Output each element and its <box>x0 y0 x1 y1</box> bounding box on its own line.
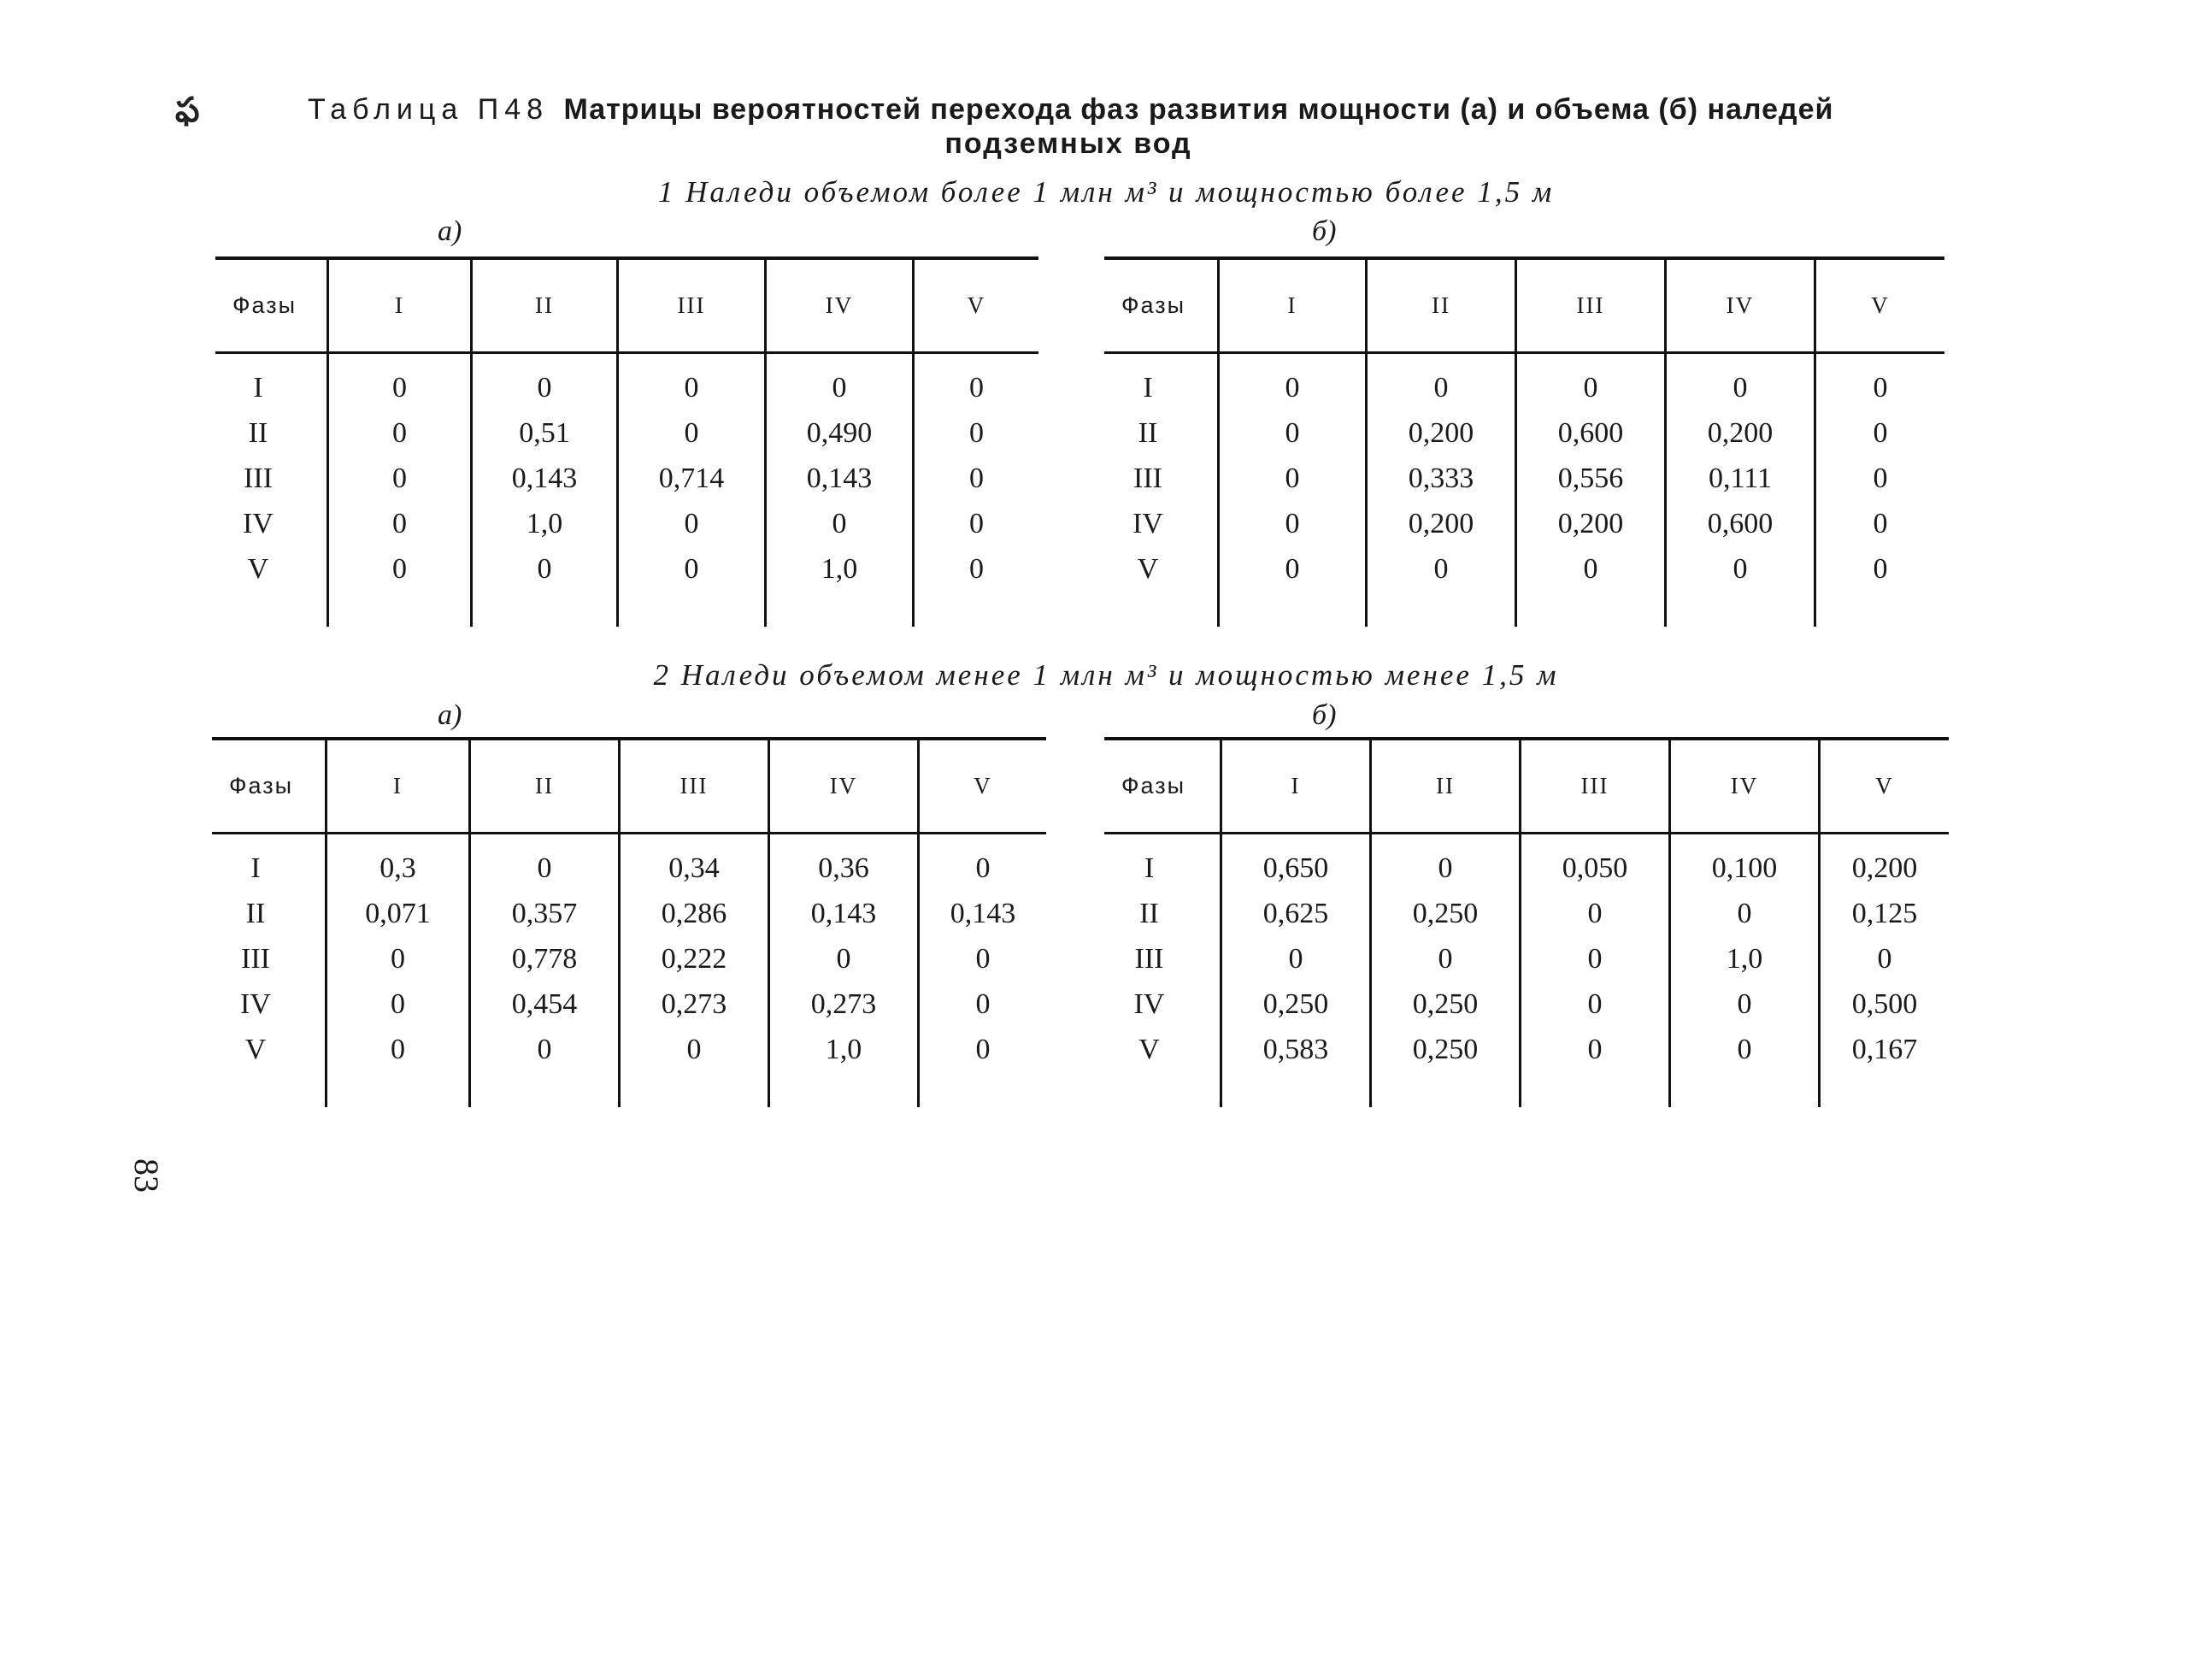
probability-cell: 0 <box>618 502 766 547</box>
spacer-cell <box>212 1073 327 1107</box>
probability-cell: 0 <box>1521 937 1670 982</box>
header-row <box>1104 739 1949 833</box>
table-row <box>212 937 1046 982</box>
phase-column-header: Фазы <box>1104 739 1221 833</box>
table-row <box>215 547 1038 592</box>
probability-cell: 0,200 <box>1516 502 1666 547</box>
spacer-cell <box>1815 592 1945 627</box>
transition-matrix-table <box>212 737 1046 1107</box>
probability-cell: 1,0 <box>769 1028 919 1073</box>
probability-cell: 0,36 <box>769 833 919 892</box>
phase-header-cell: II <box>1367 258 1516 352</box>
table-bottom-spacer <box>215 592 1038 627</box>
probability-cell: 0 <box>766 352 914 411</box>
table-row <box>212 892 1046 937</box>
table-sublabel: б) <box>1312 215 1337 247</box>
phase-header-cell: I <box>328 258 472 352</box>
row-phase-label: V <box>1138 1034 1160 1065</box>
table-row <box>1104 982 1949 1028</box>
phase-header-cell: V <box>919 739 1047 833</box>
phase-header-cell: IV <box>1666 258 1815 352</box>
phase-header-cell: IV <box>769 739 919 833</box>
probability-cell: 0,625 <box>1221 892 1371 937</box>
phase-header-cell: V <box>1815 258 1945 352</box>
phase-header-cell: III <box>1516 258 1666 352</box>
probability-cell: 0,200 <box>1820 833 1950 892</box>
spacer-cell <box>1104 1073 1221 1107</box>
phase-header-cell: IV <box>1670 739 1820 833</box>
table-sublabel: б) <box>1312 699 1337 731</box>
spacer-cell <box>1516 592 1666 627</box>
spacer-cell <box>328 592 472 627</box>
spacer-cell <box>1219 592 1367 627</box>
row-phase-label: I <box>1143 372 1153 404</box>
spacer-cell <box>1666 592 1815 627</box>
row-phase-label: I <box>253 372 263 404</box>
table-row <box>1104 352 1944 411</box>
row-phase-label: V <box>244 1034 267 1065</box>
probability-cell: 0,51 <box>472 411 618 457</box>
probability-cell: 0 <box>1219 502 1367 547</box>
transition-matrix-table <box>215 256 1038 627</box>
probability-cell: 0 <box>1219 352 1367 411</box>
phase-header-cell: V <box>914 258 1039 352</box>
probability-cell: 1,0 <box>472 502 618 547</box>
spacer-cell <box>1371 1073 1521 1107</box>
probability-cell: 0,111 <box>1666 457 1815 502</box>
table-title-line2: подземных вод <box>944 127 1192 160</box>
probability-cell: 0 <box>919 1028 1047 1073</box>
probability-cell: 0 <box>618 547 766 592</box>
table-row <box>1104 457 1944 502</box>
section-title: 1 Наледи объемом более 1 млн м³ и мощностью более 1,5 м <box>657 175 1555 209</box>
probability-cell: 0 <box>1219 457 1367 502</box>
spacer-cell <box>1104 592 1219 627</box>
spacer-cell <box>327 1073 470 1107</box>
probability-cell: 0,200 <box>1367 502 1516 547</box>
header-row <box>212 739 1046 833</box>
spacer-cell <box>919 1073 1047 1107</box>
probability-cell: 0,071 <box>327 892 470 937</box>
probability-cell: 0,273 <box>769 982 919 1028</box>
table-row <box>1104 547 1944 592</box>
probability-cell: 0,143 <box>472 457 618 502</box>
page-number: 83 <box>127 1158 166 1193</box>
probability-cell: 0 <box>1516 352 1666 411</box>
probability-cell: 0 <box>1371 937 1521 982</box>
probability-cell: 0,600 <box>1516 411 1666 457</box>
probability-cell: 0 <box>328 502 472 547</box>
spacer-cell <box>769 1073 919 1107</box>
probability-cell: 0 <box>620 1028 769 1073</box>
probability-cell: 0,583 <box>1221 1028 1371 1073</box>
probability-cell: 0 <box>769 937 919 982</box>
phase-header-cell: II <box>472 258 618 352</box>
probability-cell: 0 <box>1820 937 1950 982</box>
phase-header-cell: V <box>1820 739 1950 833</box>
table-row <box>1104 833 1949 892</box>
probability-cell: 0,200 <box>1367 411 1516 457</box>
section-title: 2 Наледи объемом менее 1 млн м³ и мощностью менее 1,5 м <box>653 658 1559 692</box>
probability-cell: 0 <box>1367 547 1516 592</box>
probability-cell: 0,100 <box>1670 833 1820 892</box>
probability-cell: 0 <box>914 411 1039 457</box>
probability-cell: 0 <box>470 833 620 892</box>
probability-cell: 0 <box>1521 982 1670 1028</box>
table-bottom-spacer <box>212 1073 1046 1107</box>
table-bottom-spacer <box>1104 1073 1949 1107</box>
probability-cell: 0,714 <box>618 457 766 502</box>
table-bottom-spacer <box>1104 592 1944 627</box>
spacer-cell <box>620 1073 769 1107</box>
probability-cell: 0 <box>914 352 1039 411</box>
probability-cell: 0,500 <box>1820 982 1950 1028</box>
table-row <box>1104 1028 1949 1073</box>
table-row <box>1104 937 1949 982</box>
probability-cell: 0 <box>1670 892 1820 937</box>
spacer-cell <box>472 592 618 627</box>
probability-cell: 0,250 <box>1221 982 1371 1028</box>
row-phase-label: IV <box>240 988 271 1020</box>
table-row <box>212 833 1046 892</box>
phase-header-cell: III <box>1521 739 1670 833</box>
probability-cell: 0 <box>328 547 472 592</box>
probability-cell: 0,778 <box>470 937 620 982</box>
table-row <box>1104 411 1944 457</box>
phase-header-cell: I <box>327 739 470 833</box>
probability-cell: 0,454 <box>470 982 620 1028</box>
probability-cell: 0,286 <box>620 892 769 937</box>
probability-cell: 0 <box>919 982 1047 1028</box>
probability-cell: 0,250 <box>1371 892 1521 937</box>
table-number-label: Таблица П48 <box>308 93 550 126</box>
probability-cell: 0,333 <box>1367 457 1516 502</box>
probability-cell: 0 <box>470 1028 620 1073</box>
probability-cell: 0,273 <box>620 982 769 1028</box>
phase-column-header: Фазы <box>1104 258 1219 352</box>
row-phase-label: II <box>245 898 266 929</box>
probability-cell: 0 <box>327 937 470 982</box>
probability-cell: 0 <box>618 411 766 457</box>
probability-cell: 0 <box>1219 547 1367 592</box>
probability-cell: 0,143 <box>766 457 914 502</box>
probability-cell: 0 <box>1521 1028 1670 1073</box>
probability-cell: 1,0 <box>766 547 914 592</box>
probability-cell: 0,490 <box>766 411 914 457</box>
probability-cell: 0 <box>328 457 472 502</box>
probability-cell: 0 <box>472 547 618 592</box>
phase-header-cell: II <box>470 739 620 833</box>
spacer-cell <box>1367 592 1516 627</box>
probability-cell: 0,125 <box>1820 892 1950 937</box>
probability-cell: 0,143 <box>769 892 919 937</box>
probability-cell: 0 <box>1670 982 1820 1028</box>
table-row <box>212 1028 1046 1073</box>
probability-cell: 0 <box>1666 352 1815 411</box>
corner-mark: ఫ <box>175 91 200 129</box>
header-row <box>1104 258 1944 352</box>
table-row <box>1104 502 1944 547</box>
row-phase-label: IV <box>1132 508 1163 539</box>
probability-cell: 0,143 <box>919 892 1047 937</box>
row-phase-label: II <box>1138 417 1158 449</box>
row-phase-label: II <box>248 417 268 449</box>
phase-header-cell: III <box>618 258 766 352</box>
probability-cell: 0,167 <box>1820 1028 1950 1073</box>
transition-matrix-table <box>1104 256 1944 627</box>
row-phase-label: III <box>244 463 273 494</box>
table-row <box>215 502 1038 547</box>
probability-cell: 0,050 <box>1521 833 1670 892</box>
probability-cell: 0 <box>914 502 1039 547</box>
probability-cell: 0 <box>618 352 766 411</box>
table-title-line1: Матрицы вероятностей перехода фаз развития мощности (а) и объема (б) наледей <box>563 93 1834 126</box>
probability-cell: 0 <box>1815 457 1945 502</box>
probability-cell: 0 <box>327 982 470 1028</box>
probability-cell: 0 <box>1371 833 1521 892</box>
transition-matrix-table <box>1104 737 1949 1107</box>
probability-cell: 0 <box>766 502 914 547</box>
probability-cell: 0 <box>1666 547 1815 592</box>
row-phase-label: IV <box>243 508 274 539</box>
row-phase-label: IV <box>1133 988 1165 1020</box>
probability-cell: 0,34 <box>620 833 769 892</box>
probability-cell: 0,250 <box>1371 982 1521 1028</box>
phase-header-cell: I <box>1219 258 1367 352</box>
spacer-cell <box>215 592 328 627</box>
probability-cell: 0,250 <box>1371 1028 1521 1073</box>
probability-cell: 0 <box>1221 937 1371 982</box>
probability-cell: 0 <box>1516 547 1666 592</box>
phase-header-cell: II <box>1371 739 1521 833</box>
spacer-cell <box>618 592 766 627</box>
probability-cell: 0,222 <box>620 937 769 982</box>
spacer-cell <box>1670 1073 1820 1107</box>
probability-cell: 0 <box>914 457 1039 502</box>
table-row <box>212 982 1046 1028</box>
table-sublabel: а) <box>438 699 462 731</box>
table-row <box>215 457 1038 502</box>
table-row <box>215 352 1038 411</box>
phase-column-header: Фазы <box>215 258 328 352</box>
row-phase-label: III <box>1133 463 1162 494</box>
probability-cell: 0 <box>1815 547 1945 592</box>
probability-cell: 0 <box>1670 1028 1820 1073</box>
row-phase-label: I <box>250 852 261 884</box>
probability-cell: 0,357 <box>470 892 620 937</box>
probability-cell: 0,200 <box>1666 411 1815 457</box>
table-row <box>215 411 1038 457</box>
probability-cell: 0 <box>1815 352 1945 411</box>
row-phase-label: V <box>1137 553 1159 585</box>
row-phase-label: V <box>247 553 269 585</box>
table-sublabel: а) <box>438 215 462 247</box>
spacer-cell <box>1820 1073 1950 1107</box>
spacer-cell <box>470 1073 620 1107</box>
table-caption <box>308 92 1880 161</box>
probability-cell: 0 <box>919 937 1047 982</box>
probability-cell: 0 <box>1521 892 1670 937</box>
probability-cell: 0,3 <box>327 833 470 892</box>
probability-cell: 0 <box>328 411 472 457</box>
spacer-cell <box>914 592 1039 627</box>
spacer-cell <box>766 592 914 627</box>
probability-cell: 0 <box>914 547 1039 592</box>
probability-cell: 0 <box>328 352 472 411</box>
row-phase-label: II <box>1139 898 1159 929</box>
probability-cell: 0 <box>327 1028 470 1073</box>
header-row <box>215 258 1038 352</box>
probability-cell: 0,600 <box>1666 502 1815 547</box>
row-phase-label: III <box>1134 943 1164 975</box>
probability-cell: 0 <box>1815 502 1945 547</box>
probability-cell: 0 <box>1219 411 1367 457</box>
probability-cell: 0,650 <box>1221 833 1371 892</box>
probability-cell: 1,0 <box>1670 937 1820 982</box>
row-phase-label: I <box>1144 852 1155 884</box>
table-row <box>1104 892 1949 937</box>
probability-cell: 0 <box>1367 352 1516 411</box>
spacer-cell <box>1221 1073 1371 1107</box>
phase-header-cell: III <box>620 739 769 833</box>
probability-cell: 0 <box>919 833 1047 892</box>
phase-header-cell: I <box>1221 739 1371 833</box>
probability-cell: 0 <box>472 352 618 411</box>
phase-column-header: Фазы <box>212 739 327 833</box>
spacer-cell <box>1521 1073 1670 1107</box>
probability-cell: 0,556 <box>1516 457 1666 502</box>
probability-cell: 0 <box>1815 411 1945 457</box>
row-phase-label: III <box>241 943 270 975</box>
phase-header-cell: IV <box>766 258 914 352</box>
